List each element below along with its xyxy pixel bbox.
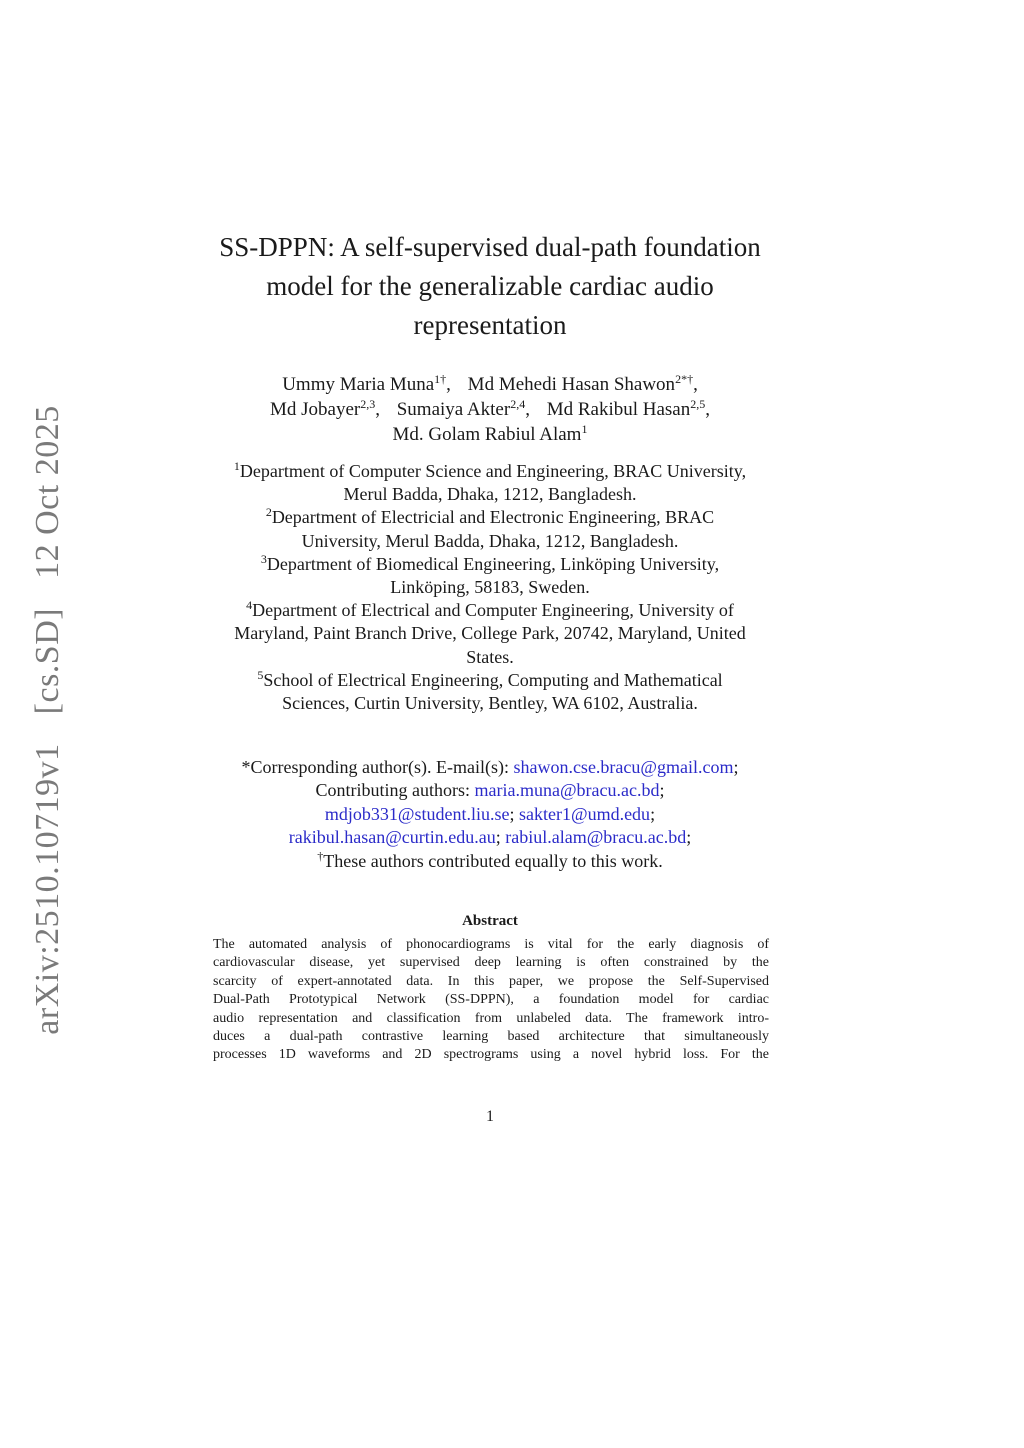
abstract-line: Dual-Path Prototypical Network (SS-DPPN), a foundation model for cardiac [213, 992, 769, 1008]
title-line: SS-DPPN: A self-supervised dual-path foundation [219, 232, 761, 262]
author: Md. Golam Rabiul Alam$^1$ [392, 422, 588, 445]
email-link[interactable]: maria.muna@bracu.ac.bd [474, 780, 660, 801]
affiliation-4-cont: Maryland, Paint Branch Drive, College Park, 20742, Maryland, United [234, 623, 746, 644]
affiliation-2: $^2$Department of Electricial and Electronic Engineering, BRAC [265, 505, 715, 528]
affiliation-5-cont: Sciences, Curtin University, Bentley, WA 6102, Australia. [282, 693, 698, 714]
arxiv-id: arXiv:2510.10719v1 [29, 743, 66, 1035]
author-line [160, 422, 820, 447]
equal-contribution-note: †These authors contributed equally to this work. [317, 848, 663, 871]
abstract-heading: Abstract [462, 913, 518, 929]
affiliation-4: $^4$Department of Electrical and Computer Engineering, University of [246, 598, 734, 621]
correspondence-block [160, 756, 820, 873]
email-link[interactable]: rakibul.hasan@curtin.edu.au [288, 827, 496, 848]
email-link[interactable]: sakter1@umd.edu [519, 803, 651, 824]
author: Ummy Maria Muna$^{1\dagger}$, [282, 372, 451, 395]
abstract-line: duces a dual-path contrastive learning based architecture that simultaneously [213, 1029, 769, 1045]
email-line: mdjob331@student.liu.se; sakter1@umd.edu; [324, 803, 656, 824]
affiliation-list [160, 460, 820, 715]
email-link[interactable]: rabiul.alam@bracu.ac.bd [505, 827, 687, 848]
author-line [160, 372, 820, 397]
abstract-line: audio representation and classification from unlabeled data. The framework intro- [213, 1010, 769, 1026]
contributing-authors-line: Contributing authors: maria.muna@bracu.ac.bd; [315, 780, 665, 801]
email-link[interactable]: mdjob331@student.liu.se [324, 803, 510, 824]
corresponding-author-line: *Corresponding author(s). E-mail(s): shawon.cse.bracu@gmail.com; [241, 757, 739, 777]
author: Md Mehedi Hasan Shawon$^{2*\dagger}$, [467, 372, 698, 395]
affiliation-2-cont: University, Merul Badda, Dhaka, 1212, Bangladesh. [301, 530, 679, 551]
paper-title [180, 228, 800, 345]
author: Md Rakibul Hasan$^{2,5}$, [546, 397, 710, 420]
title-line: model for the generalizable cardiac audio [266, 271, 714, 301]
affiliation-1-cont: Merul Badda, Dhaka, 1212, Bangladesh. [343, 484, 637, 505]
author-list [160, 372, 820, 447]
arxiv-identifier-stamp [29, 395, 67, 1044]
arxiv-date: 12 Oct 2025 [29, 405, 66, 579]
arxiv-category: [cs.SD] [29, 607, 66, 715]
abstract-line: scarcity of expert-annotated data. In this paper, we propose the Self-Supervised [213, 973, 769, 989]
affiliation-3: $^3$Department of Biomedical Engineering, Linköping University, [260, 551, 720, 574]
author: Md Jobayer$^{2,3}$, [270, 397, 380, 420]
affiliation-5: $^5$School of Electrical Engineering, Computing and Mathematical [257, 667, 723, 690]
affiliation-1: $^1$Department of Computer Science and Engineering, BRAC University, [233, 459, 747, 481]
abstract-line: cardiovascular disease, yet supervised deep learning is often constrained by the [213, 955, 769, 971]
abstract-line: processes 1D waveforms and 2D spectrograms using a novel hybrid loss. For the [213, 1047, 769, 1063]
page-number: 1 [486, 1108, 494, 1125]
email-line: rakibul.hasan@curtin.edu.au; rabiul.alam@bracu.ac.bd; [288, 827, 692, 848]
title-line: representation [413, 310, 567, 340]
abstract-line: The automated analysis of phonocardiograms is vital for the early diagnosis of [213, 937, 769, 952]
affiliation-4-cont: States. [466, 646, 514, 667]
abstract-body [213, 936, 769, 1065]
author: Sumaiya Akter$^{2,4}$, [396, 397, 530, 420]
email-link[interactable]: shawon.cse.bracu@gmail.com [513, 757, 734, 777]
author-line [160, 397, 820, 422]
affiliation-3-cont: Linköping, 58183, Sweden. [390, 577, 590, 598]
